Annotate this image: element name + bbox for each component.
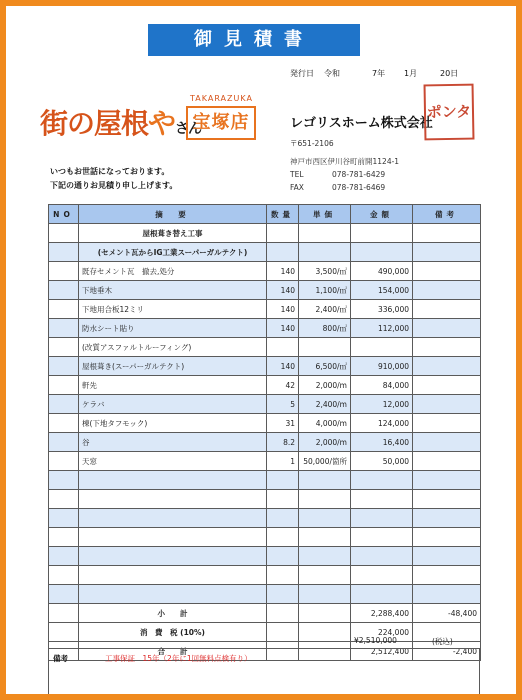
company-name: レゴリスホーム株式会社 [290,116,433,131]
col-header-unit-price: 単価 [299,205,351,224]
row-no [49,300,79,319]
row-note [413,243,481,262]
table-row [49,224,481,243]
row-amount [351,471,413,490]
row-note [413,490,481,509]
row-note [413,566,481,585]
row-quantity [267,224,299,243]
row-note [413,547,481,566]
row-quantity: 42 [267,376,299,395]
logo-romaji: TAKARAZUKA [190,94,253,103]
tax-qty-cell [267,623,299,642]
tax-label: 消 費 税 (10%) [79,623,267,642]
table-row [49,433,481,452]
greeting-line-2: 下記の通りお見積り申し上げます。 [50,181,178,190]
row-note [413,300,481,319]
row-amount: 490,000 [351,262,413,281]
logo-branch-badge: 宝塚店 [186,106,256,140]
col-header-no: NO [49,205,79,224]
col-header-quantity: 数量 [267,205,299,224]
row-note [413,262,481,281]
row-no [49,338,79,357]
grand-total-tax-note: (税込) [432,637,453,646]
total-amount: 2,512,400 [351,642,413,661]
estimate-table [48,204,481,661]
row-note [413,452,481,471]
row-unit-price [299,490,351,509]
document-title: 御見積書 [148,24,360,56]
row-no [49,319,79,338]
notes-label: 備考 [53,654,68,663]
row-amount: 50,000 [351,452,413,471]
tax-row [49,623,481,642]
subtotal-qty-cell [267,604,299,623]
table-row [49,357,481,376]
row-note [413,281,481,300]
col-header-amount: 金額 [351,205,413,224]
row-no [49,566,79,585]
row-description: 下地用合板12ミリ [79,300,267,319]
table-row [49,338,481,357]
row-description [79,547,267,566]
row-no [49,376,79,395]
total-label: 合 計 [79,642,267,661]
company-fax-label: FAX [290,183,304,192]
greeting-line-1: いつもお世話になっております。 [50,167,170,176]
row-no [49,281,79,300]
row-amount: 84,000 [351,376,413,395]
table-row [49,490,481,509]
row-unit-price: 2,000/m [299,376,351,395]
row-description [79,490,267,509]
table-row [49,566,481,585]
logo-san-text: さん [175,121,202,137]
row-quantity [267,547,299,566]
row-note [413,471,481,490]
row-unit-price [299,528,351,547]
notes-warranty-text: 工事保証 15年（2年に1回無料点検有り） [105,654,252,663]
row-note [413,224,481,243]
table-row [49,414,481,433]
issue-date-label: 発行日 [290,69,314,78]
row-description [79,471,267,490]
row-quantity: 1 [267,452,299,471]
row-quantity [267,509,299,528]
row-note [413,509,481,528]
row-no [49,357,79,376]
subtotal-no-cell [49,604,79,623]
row-amount [351,224,413,243]
row-no [49,243,79,262]
table-row [49,243,481,262]
row-unit-price [299,566,351,585]
row-no [49,452,79,471]
company-seal-stamp: ポンタ [424,84,475,141]
estimate-sheet [6,6,516,694]
row-no [49,414,79,433]
row-no [49,224,79,243]
issue-date-day: 20日 [440,69,459,78]
row-note [413,395,481,414]
company-zip: 〒651-2106 [290,139,334,148]
row-description: 防水シート貼り [79,319,267,338]
table-row [49,471,481,490]
row-quantity: 8.2 [267,433,299,452]
row-amount [351,528,413,547]
company-tel-label: TEL [290,170,304,179]
row-amount [351,490,413,509]
row-unit-price: 1,100/㎡ [299,281,351,300]
row-amount [351,509,413,528]
col-header-note: 備考 [413,205,481,224]
row-description: ケラバ [79,395,267,414]
row-unit-price [299,585,351,604]
row-quantity: 140 [267,300,299,319]
row-amount [351,338,413,357]
row-quantity: 140 [267,357,299,376]
tax-amount: 224,000 [351,623,413,642]
notes-box [48,648,480,694]
row-amount: 124,000 [351,414,413,433]
company-address: 神戸市西区伊川谷町前開1124-1 [290,157,400,166]
row-unit-price: 4,000/m [299,414,351,433]
row-quantity [267,338,299,357]
row-description: 軒先 [79,376,267,395]
grand-total-amount: ¥2,510,000 [354,636,397,645]
row-no [49,585,79,604]
tax-no-cell [49,623,79,642]
row-amount: 336,000 [351,300,413,319]
table-header-row [49,205,481,224]
row-amount: 16,400 [351,433,413,452]
row-unit-price: 800/㎡ [299,319,351,338]
table-row [49,300,481,319]
row-description: 谷 [79,433,267,452]
row-note [413,433,481,452]
table-row [49,509,481,528]
row-no [49,395,79,414]
row-no [49,509,79,528]
row-unit-price [299,243,351,262]
row-no [49,471,79,490]
row-quantity: 31 [267,414,299,433]
row-note [413,585,481,604]
issue-date-era: 令和 [324,69,340,78]
table-row [49,585,481,604]
subtotal-label: 小 計 [79,604,267,623]
col-header-description: 摘 要 [79,205,267,224]
row-description [79,585,267,604]
row-unit-price: 6,500/㎡ [299,357,351,376]
row-note [413,357,481,376]
row-amount [351,547,413,566]
row-no [49,547,79,566]
total-note: -2,400 [413,642,481,661]
row-unit-price: 2,400/㎡ [299,300,351,319]
row-quantity [267,528,299,547]
row-unit-price: 3,500/㎡ [299,262,351,281]
row-description: 屋根葺き(スーパーガルテクト) [79,357,267,376]
table-row [49,262,481,281]
company-fax: 078-781-6469 [332,183,386,192]
table-row [49,547,481,566]
row-quantity: 140 [267,319,299,338]
row-no [49,528,79,547]
tax-unit-cell [299,623,351,642]
row-note [413,414,481,433]
row-quantity [267,243,299,262]
row-no [49,262,79,281]
row-unit-price: 50,000/箇所 [299,452,351,471]
row-description [79,566,267,585]
row-amount [351,243,413,262]
row-no [49,433,79,452]
row-note [413,319,481,338]
row-quantity: 5 [267,395,299,414]
logo-main-text: 街の屋根 [40,107,149,140]
row-amount: 12,000 [351,395,413,414]
row-description: 屋根葺き替え工事 [79,224,267,243]
table-row [49,376,481,395]
row-amount: 910,000 [351,357,413,376]
table-row [49,319,481,338]
row-unit-price [299,338,351,357]
table-row [49,452,481,471]
row-quantity [267,566,299,585]
row-unit-price [299,471,351,490]
subtotal-amount: 2,288,400 [351,604,413,623]
row-amount: 112,000 [351,319,413,338]
row-amount [351,585,413,604]
row-no [49,490,79,509]
row-description: 棟(下地タフモック) [79,414,267,433]
row-quantity [267,585,299,604]
table-row [49,281,481,300]
row-quantity: 140 [267,262,299,281]
row-note [413,338,481,357]
row-description: 下地垂木 [79,281,267,300]
row-amount: 154,000 [351,281,413,300]
row-note [413,528,481,547]
logo-ya-text: や [148,107,176,140]
logo-wordmark [40,102,201,142]
table-row [49,528,481,547]
row-description [79,528,267,547]
row-amount [351,566,413,585]
row-description [79,509,267,528]
row-description: 既存セメント瓦 撤去,処分 [79,262,267,281]
subtotal-row [49,604,481,623]
row-quantity: 140 [267,281,299,300]
row-note [413,376,481,395]
row-description: 天窓 [79,452,267,471]
issue-date-year: 7年 [372,69,386,78]
row-unit-price [299,547,351,566]
row-quantity [267,490,299,509]
subtotal-note: -48,400 [413,604,481,623]
row-unit-price [299,224,351,243]
issue-date-month: 1月 [404,69,418,78]
company-tel: 078-781-6429 [332,170,386,179]
row-description: (セメント瓦からIG工業スーパーガルテクト) [79,243,267,262]
row-quantity [267,471,299,490]
subtotal-unit-cell [299,604,351,623]
row-unit-price: 2,400/m [299,395,351,414]
row-unit-price [299,509,351,528]
row-unit-price: 2,000/m [299,433,351,452]
table-row [49,395,481,414]
row-description: (改質アスファルトルーフィング) [79,338,267,357]
